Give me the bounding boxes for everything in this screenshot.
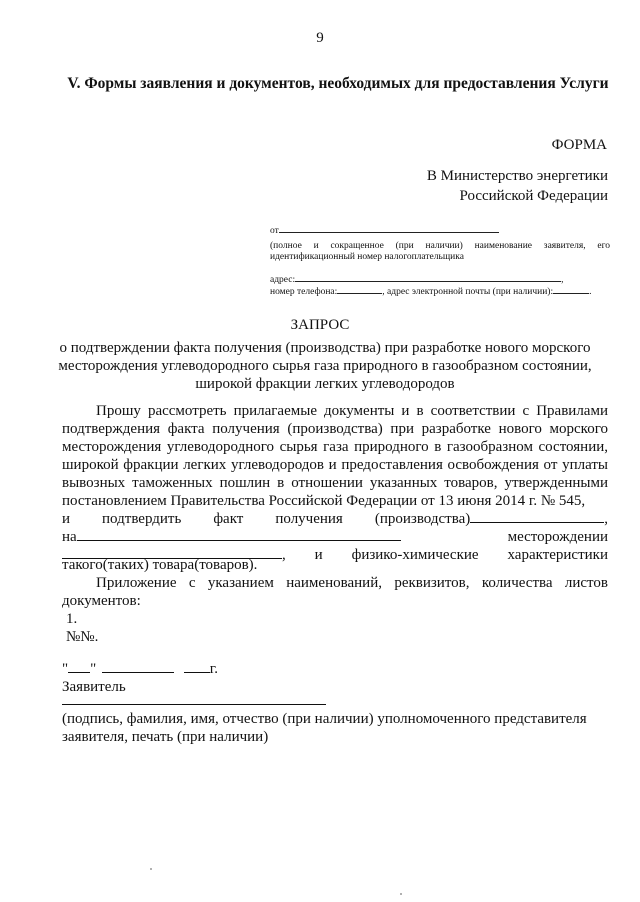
address-end: , [561, 275, 564, 285]
signature-line[interactable] [62, 704, 326, 705]
confirm-word-1: и [62, 511, 71, 527]
request-body-paragraph: Прошу рассмотреть прилагаемые документы и в соответствии с Правилами подтверждения факта получения (производства) при разработке нового морского месторождения углеводородного сырья газа природного в газообразном состоянии, широкой фракции легких углеводородов и предоставления освобождения от уплаты вывозных таможенных пошлин в отношении указанных товаров, утвержденными постановлением Правительства Российской Федерации от 13 июня 2014 г. № 545, [62, 403, 608, 509]
confirm-row [62, 510, 608, 528]
from-prefix: от [270, 226, 279, 236]
applicant-from-row [270, 224, 610, 237]
attachment-item-number: 1. [66, 611, 78, 627]
char-word-2: физико-химические [351, 547, 479, 563]
goods-line: такого(таких) товара(товаров). [62, 557, 258, 573]
email-field[interactable] [553, 285, 589, 294]
scan-speck [400, 893, 402, 895]
product-field[interactable] [470, 510, 604, 523]
addressee-line-2: Российской Федерации [459, 188, 608, 204]
email-label: , адрес электронной почты (при наличии): [382, 287, 554, 297]
confirm-word-5: (производства) , [374, 511, 608, 527]
confirm-word-4: получения [275, 511, 343, 527]
deposit-label: месторождении [507, 529, 608, 545]
attachment-item-nn: №№. [66, 629, 99, 645]
deposit-row [62, 528, 608, 546]
addressee-line-1: В Министерство энергетики [426, 168, 608, 184]
address-label: адрес: [270, 275, 296, 285]
signature-note: (подпись, фамилия, имя, отчество (при наличии) уполномоченного представителя заявителя, печать (при наличии) [62, 711, 587, 745]
date-line: " " г. [62, 661, 218, 677]
applicant-label: Заявитель [62, 679, 126, 695]
char-word-3: характеристики [507, 547, 608, 563]
date-day-field[interactable] [68, 660, 90, 673]
deposit-prefix: на [62, 528, 401, 546]
request-subtitle: о подтверждении факта получения (производства) при разработке нового морского месторождения углеводородного сырья газа природного в газообразном состоянии, широкой фракции легких углеводородов [58, 340, 592, 392]
form-label: ФОРМА [551, 137, 607, 153]
char-word-1: и [314, 547, 323, 563]
page-number: 9 [316, 30, 324, 46]
date-year-field[interactable] [184, 660, 210, 673]
section-title: V. Формы заявления и документов, необходимых для предоставления Услуги [67, 75, 609, 92]
characteristics-prefix: , [62, 546, 286, 564]
email-end: . [589, 287, 592, 297]
applicant-note: (полное и сокращенное (при наличии) наименование заявителя, его идентификационный номер налогоплательщика [270, 241, 610, 262]
attachment-paragraph: Приложение с указанием наименований, реквизитов, количества листов документов: [62, 575, 608, 609]
addressee [300, 166, 608, 206]
phone-label: номер телефона: [270, 287, 338, 297]
confirm-word-3: факт [213, 511, 244, 527]
confirm-word-2: подтвердить [102, 511, 182, 527]
scan-speck [150, 868, 152, 870]
date-month-field[interactable] [102, 660, 174, 673]
phone-email-row [270, 285, 610, 298]
deposit-field[interactable] [77, 528, 401, 541]
request-title: ЗАПРОС [290, 317, 350, 333]
phone-field[interactable] [337, 285, 382, 294]
applicant-name-field[interactable] [279, 224, 499, 233]
address-field[interactable] [295, 273, 561, 282]
